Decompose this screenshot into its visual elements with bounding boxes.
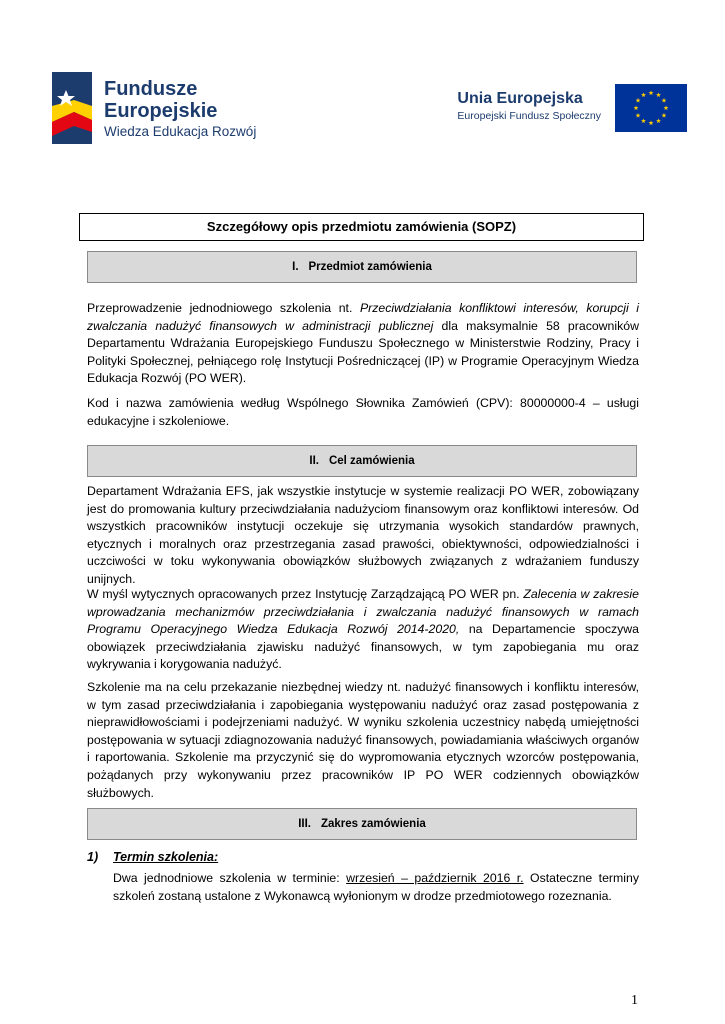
section-title: Zakres zamówienia (320, 818, 426, 830)
text-run: Ostateczne terminy szkoleń zostaną ustalone z Wykonawcą wyłonionym w drodze przedmiotowego rozeznania. (113, 871, 639, 903)
text-run: Przeprowadzenie jednodniowego szkolenia nt. (87, 301, 360, 315)
ue-logo-line2: Europejski Fundusz Społeczny (457, 110, 601, 122)
list-item-heading (87, 849, 218, 865)
section-2-paragraph-3: Szkolenie ma na celu przekazanie niezbędnej wiedzy nt. nadużyć finansowych i konfliktu interesów, w tym zasad przeciwdziałania i zapobiegania występowaniu nadużyć oraz zasad postępowania z nieprawidłowościami i podejrzeniami nadużyć. W wyniku szkolenia uczestnicy nabędą umiejętności postępowania w sytuacji zdiagnozowania nadużyć finansowych, powiadamiania właściwych organów i raportowania. Szkolenie ma przyczynić się do wypromowania etycznych wzorców postępowania, pożądanych przy wykonywaniu przez pracowników IP PO WER codziennych obowiązków służbowych. (87, 680, 639, 800)
unia-europejska-logo (427, 84, 687, 132)
text-run: W myśl wytycznych opracowanych przez Instytucję Zarządzającą PO WER pn. (87, 587, 524, 601)
section-number: I. (292, 261, 299, 273)
section-header-2 (87, 445, 637, 477)
section-2-paragraph-1: Departament Wdrażania EFS, jak wszystkie instytucje w systemie realizacji PO WER, zobowiązany jest do promowania kultury przeciwdziałania nadużyciom finansowym oraz konfliktowi interesów. Od wszystkich pracowników instytucji oczekuje się utrzymania wysokich standardów prawnych, etycznych i moralnych oraz przestrzegania zasad prawości, obiektywności, odpowiedzialności i uczciwości w toku wykonywania obowiązków służbowych związanych z wdrażaniem funduszy unijnych. (87, 484, 639, 586)
fundusze-europejskie-logo (52, 72, 272, 152)
ue-logo-line1: Unia Europejska (457, 90, 583, 107)
fe-flag-icon (52, 72, 92, 144)
section-1-paragraph-2: Kod i nazwa zamówienia według Wspólnego Słownika Zamówień (CPV): 80000000-4 – usługi edukacyjne i szkoleniowe. (87, 396, 639, 428)
section-3-paragraph-1 (113, 870, 639, 905)
section-number: III. (298, 818, 311, 830)
page-number: 1 (631, 993, 638, 1008)
section-number: II. (309, 455, 319, 467)
document-title: Szczegółowy opis przedmiotu zamówienia (SOPZ) (79, 213, 644, 241)
list-item-title: Termin szkolenia: (113, 850, 219, 864)
italic-guideline-title: Zalecenia w zakresie wprowadzania mechanizmów przeciwdziałania i zwalczania nadużyć finansowych w ramach Programu Operacyjnego Wiedza Edukacja Rozwój 2014-2020, (87, 587, 639, 637)
eu-flag-icon (615, 84, 687, 132)
list-number: 1) (87, 850, 99, 864)
text-run: na Departamencie spoczywa obowiązek przeciwdziałania zjawisku nadużyć finansowych, w tym zapobiegania mu oraz wykrywania i korygowania nadużyć. (87, 622, 639, 672)
section-1-paragraph-1 (87, 300, 639, 388)
section-title: Przedmiot zamówienia (308, 261, 432, 273)
section-header-1 (87, 251, 637, 283)
text-run: dla maksymalnie 58 pracowników Departamentu Wdrażania Europejskiego Funduszu Społecznego w Ministerstwie Rodziny, Pracy i Polityki Społecznej, pełniącego rolę Instytucji Pośredniczącej (IP) w Programie Operacyjnym Wiedza Edukacja Rozwój (PO WER). (87, 318, 639, 386)
fe-logo-line2: Europejskie (104, 100, 218, 122)
fe-logo-line3: Wiedza Edukacja Rozwój (104, 124, 257, 139)
underlined-date-range: wrzesień – październik 2016 r. (346, 871, 524, 885)
section-header-3 (87, 808, 637, 840)
fe-logo-line1: Fundusze (104, 78, 198, 100)
text-run: Dwa jednodniowe szkolenia w terminie: (113, 871, 347, 885)
section-2-paragraph-2 (87, 586, 639, 674)
section-title: Cel zamówienia (328, 455, 415, 467)
italic-course-title: Przeciwdziałania konfliktowi interesów, korupcji i zwalczania nadużyć finansowych w administracji publicznej (87, 301, 639, 333)
